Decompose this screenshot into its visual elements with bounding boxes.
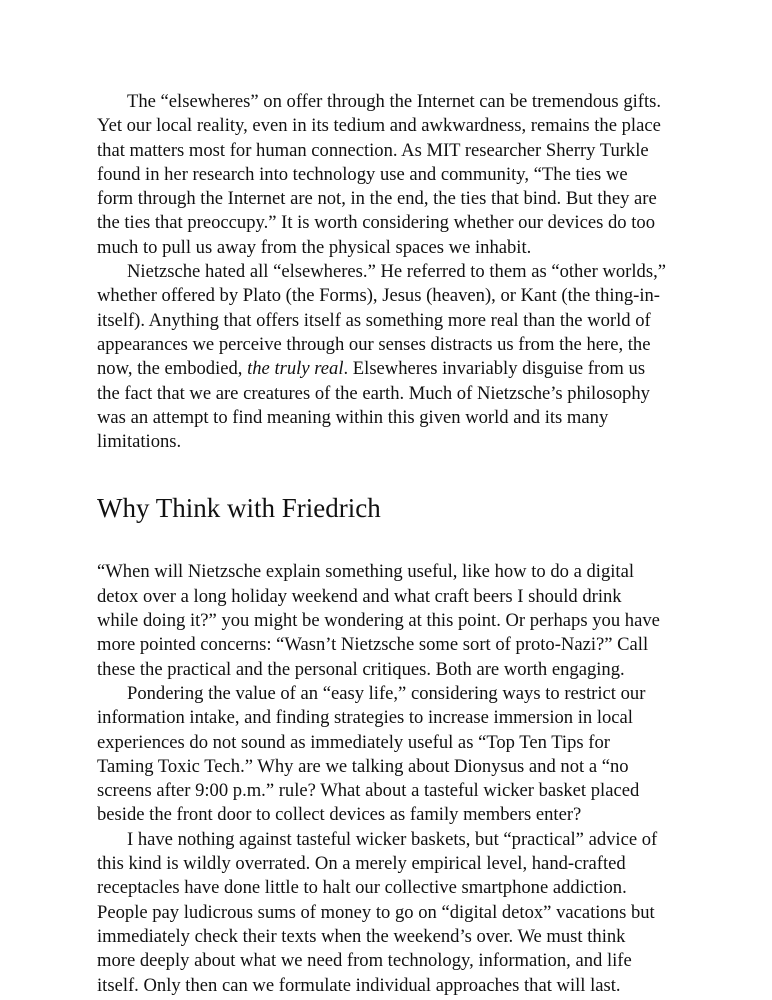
text-run: now, the embodied,: [97, 358, 248, 380]
text-line: form through the Internet are not, in the end, the ties that bind. But they are: [97, 188, 657, 210]
paragraph-critiques: [97, 560, 677, 681]
text-line: immediately check their texts when the weekend’s over. We must think: [97, 925, 626, 947]
text-line: Yet our local reality, even in its tedium and awkwardness, remains the place: [97, 115, 661, 137]
text-line: the fact that we are creatures of the earth. Much of Nietzsche’s philosophy: [97, 382, 650, 404]
text-run: . Elsewheres invariably disguise from us: [343, 358, 646, 380]
section-heading: Why Think with Friedrich: [97, 493, 381, 524]
text-line: these the practical and the personal critiques. Both are worth engaging.: [97, 658, 625, 680]
text-line: detox over a long holiday weekend and what craft beers I should drink: [97, 585, 622, 607]
text-line: whether offered by Plato (the Forms), Jesus (heaven), or Kant (the thing-in-: [97, 285, 660, 307]
text-line: while doing it?” you might be wondering at this point. Or perhaps you have: [97, 610, 660, 632]
text-line: itself). Anything that offers itself as something more real than the world of: [97, 309, 651, 331]
paragraph-wicker-baskets: [97, 828, 677, 998]
text-line: Pondering the value of an “easy life,” considering ways to restrict our: [127, 682, 646, 704]
text-line: more deeply about what we need from technology, information, and life: [97, 950, 632, 972]
text-line: itself. Only then can we formulate individual approaches that will last.: [97, 974, 621, 996]
text-line: found in her research into technology use and community, “The ties we: [97, 163, 628, 185]
paragraph-nietzsche-elsewheres: [97, 260, 677, 454]
text-line: that matters most for human connection. As MIT researcher Sherry Turkle: [97, 139, 649, 161]
text-line: I have nothing against tasteful wicker baskets, but “practical” advice of: [127, 828, 658, 850]
text-line: information intake, and finding strategies to increase immersion in local: [97, 707, 633, 729]
text-line: limitations.: [97, 431, 182, 453]
italic-phrase: the truly real: [247, 358, 344, 380]
text-line: was an attempt to find meaning within this given world and its many: [97, 406, 609, 428]
text-line: screens after 9:00 p.m.” rule? What about a tasteful wicker basket placed: [97, 780, 640, 802]
text-line: The “elsewheres” on offer through the Internet can be tremendous gifts.: [127, 91, 662, 112]
page-body: [97, 90, 677, 998]
text-line: Nietzsche hated all “elsewheres.” He referred to them as “other worlds,”: [127, 261, 666, 283]
text-line: beside the front door to collect devices as family members enter?: [97, 804, 582, 826]
text-line: the ties that preoccupy.” It is worth considering whether our devices do too: [97, 212, 655, 234]
text-line: [97, 357, 677, 381]
text-line: more pointed concerns: “Wasn’t Nietzsche some sort of proto-Nazi?” Call: [97, 634, 649, 656]
text-line: experiences do not sound as immediately useful as “Top Ten Tips for: [97, 731, 610, 753]
text-line: receptacles have done little to halt our collective smartphone addiction.: [97, 877, 627, 899]
text-line: People pay ludicrous sums of money to go on “digital detox” vacations but: [97, 901, 655, 923]
paragraph-easy-life: [97, 682, 677, 828]
text-line: much to pull us away from the physical spaces we inhabit.: [97, 236, 532, 258]
text-line: Taming Toxic Tech.” Why are we talking about Dionysus and not a “no: [97, 755, 629, 777]
paragraph-elsewheres-intro: [97, 90, 677, 260]
text-line: appearances we perceive through our senses distracts us from the here, the: [97, 333, 651, 355]
text-line: this kind is wildly overrated. On a merely empirical level, hand-crafted: [97, 853, 626, 875]
text-line: “When will Nietzsche explain something useful, like how to do a digital: [97, 561, 635, 583]
